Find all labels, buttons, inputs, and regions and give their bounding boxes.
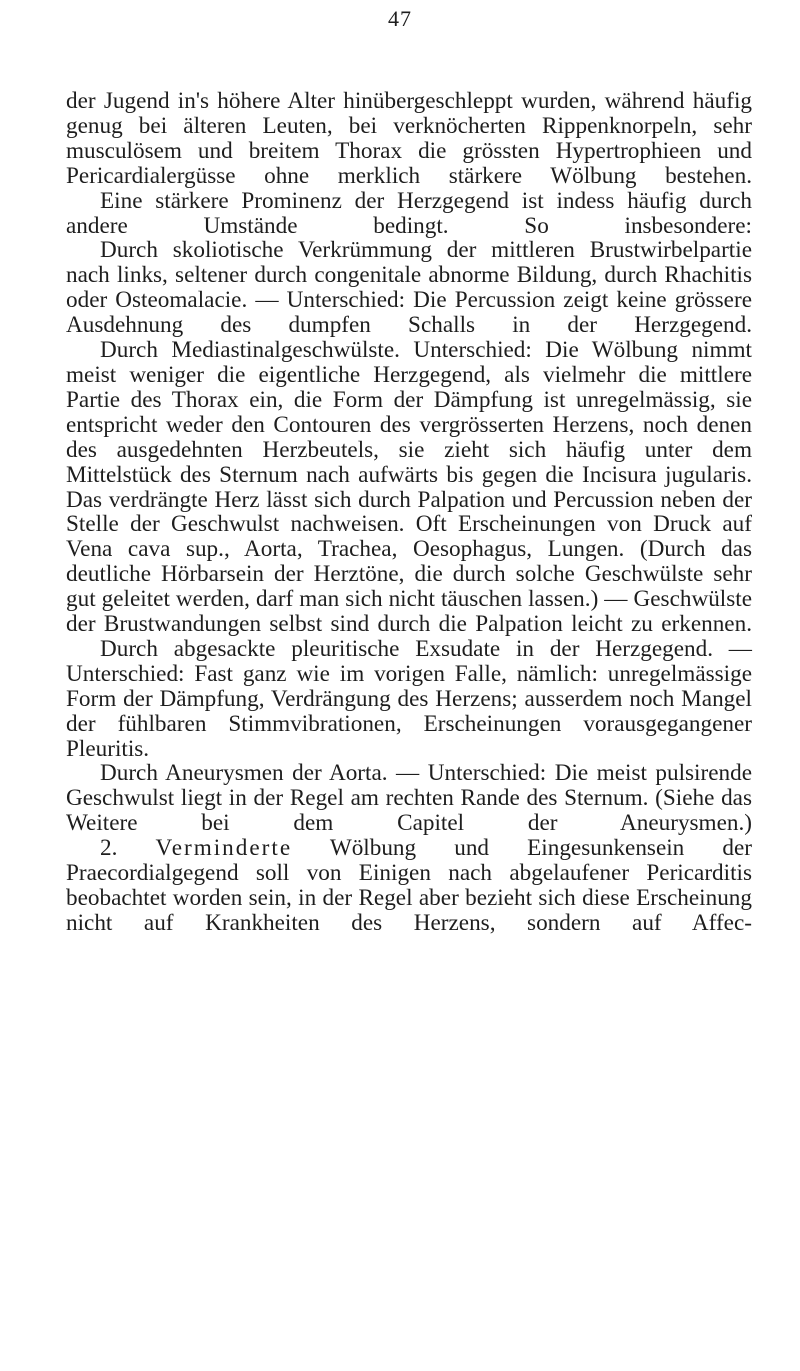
section-number: 2. [100, 835, 118, 862]
body-text [66, 89, 752, 936]
paragraph-skoliosis: Durch skoliotische Verkrümmung der mittleren Brustwirbelpartie nach links, seltener durch congenitale abnorme Bildung, durch Rhachitis oder Osteomalacie. — Unterschied: Die Percussion zeigt keine grössere Ausdehnung des dumpfen Schalls in der Herzgegend. [66, 237, 752, 339]
paragraph-continuation: der Jugend in's höhere Alter hinübergeschleppt wurden, während häufig genug bei älteren Leuten, bei verknöcherten Rippenknorpeln, sehr musculösem und breitem Thorax die grössten Hypertrophieen und Pericardialergüsse ohne merklich stärkere Wölbung bestehen. [66, 88, 752, 189]
paragraph-mediastinal-tumors: Durch Mediastinalgeschwülste. Unterschied: Die Wölbung nimmt meist weniger die eigentliche Herzgegend, als vielmehr die mittlere Partie des Thorax ein, die Form der Dämpfung ist unregelmässig, sie entspricht weder den Contouren des vergrösserten Herzens, noch denen des ausgedehnten Herzbeutels, sie zieht sich häufig unter dem Mittelstück des Sternum nach aufwärts bis gegen die Incisura jugularis. Das verdrängte Herz lässt sich durch Palpation und Percussion neben der Stelle der Geschwulst nachweisen. Oft Erscheinungen von Druck auf Vena cava sup., Aorta, Trachea, Oesophagus, Lungen. (Durch das deutliche Hörbarsein der Herztöne, die durch solche Geschwülste sehr gut geleitet werden, darf man sich nicht täuschen lassen.) — Geschwülste der Brustwandungen selbst sind durch die Palpation leicht zu erkennen. [66, 337, 752, 638]
paragraph-reduced-curvature [66, 836, 752, 936]
section-text: Wölbung und Eingesunkensein der Praecordialgegend soll von Einigen nach abgelaufener Pericarditis beobachtet worden sein, in der Regel aber bezieht sich diese Erscheinung nicht auf Krankheiten des Herzens, sondern auf Affec- [66, 835, 752, 936]
section-keyword: Verminderte [155, 835, 293, 862]
paragraph-prominence: Eine stärkere Prominenz der Herzgegend ist indess häufig durch andere Umstände bedingt. So insbesondere: [66, 187, 752, 239]
paragraph-pleuritic-exsudates: Durch abgesackte pleuritische Exsudate in der Herzgegend. — Unterschied: Fast ganz wie im vorigen Falle, nämlich: unregelmässige Form der Dämpfung, Verdrängung des Herzens; ausserdem noch Mangel der fühlbaren Stimmvibrationen, Erscheinungen vorausgegangener Pleuritis. [66, 635, 752, 762]
paragraph-aneurysms: Durch Aneurysmen der Aorta. — Unterschied: Die meist pulsirende Geschwulst liegt in der Regel am rechten Rande des Sternum. (Siehe das Weitere bei dem Capitel der Aneurysmen.) [66, 760, 752, 837]
page-number: 47 [388, 6, 412, 31]
